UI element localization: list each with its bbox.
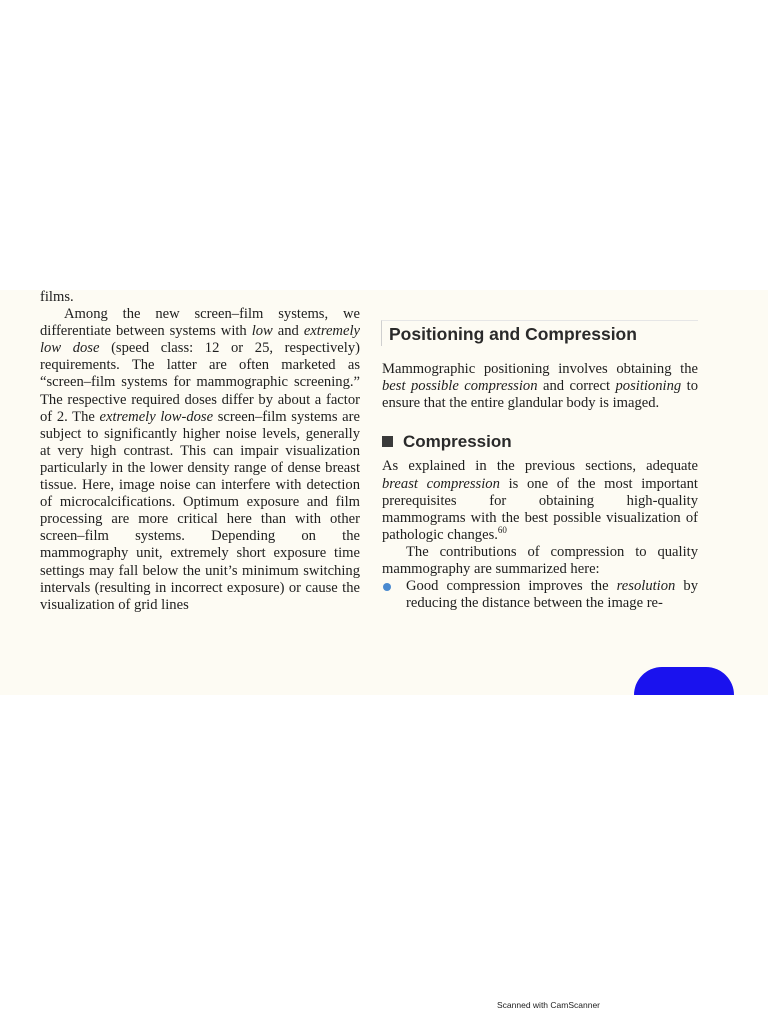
scanner-watermark: Scanned with CamScanner xyxy=(497,1000,601,1010)
bullet-dot-icon xyxy=(383,583,391,591)
square-bullet-icon xyxy=(382,436,393,447)
compression-paragraph: As explained in the previous sections, adequate breast compression is one of the most important prerequisites for obtaining high-quality mammograms with the best possible visualization of pathologic changes.$^{60}$ xyxy=(382,458,698,543)
subsection-title: Compression xyxy=(403,432,512,452)
section-heading: Positioning and Compression xyxy=(381,320,698,346)
left-column xyxy=(40,289,360,614)
body-paragraph: Among the new screen–film systems, we differentiate between systems with low and extremely low dose (speed class: 12 or 25, respectively) requirements. The latter are often marketed as “screen–film systems for mammographic screening.” The respective required doses differ by about a factor of 2. The extremely low-dose screen–film systems are subject to significantly higher noise levels, generally at very high contrast. This can impair visualization particularly in the lower density range of dense breast tissue. Here, image noise can interfere with detection of microcalcifications. Optimum exposure and film processing are more critical here than with other screen–film systems. Depending on the mammography unit, extremely short exposure time settings may fall below the unit’s minimum switching intervals (resulting in incorrect exposure) or cause the visualization of grid lines xyxy=(40,306,360,613)
intro-paragraph: Mammographic positioning involves obtaining the best possible compression and correct positioning to ensure that the entire glandular body is imaged. xyxy=(382,361,699,412)
bullet-text: Good compression improves the resolution by reducing the distance between the image re- xyxy=(406,578,699,612)
fragment-text: films. xyxy=(40,289,74,305)
right-column xyxy=(382,320,698,612)
contributions-paragraph: The contributions of compression to quality mammography are summarized here: xyxy=(382,543,698,578)
blue-semicircle-shape xyxy=(634,667,734,695)
subsection-heading xyxy=(382,433,698,450)
list-item xyxy=(382,578,698,612)
